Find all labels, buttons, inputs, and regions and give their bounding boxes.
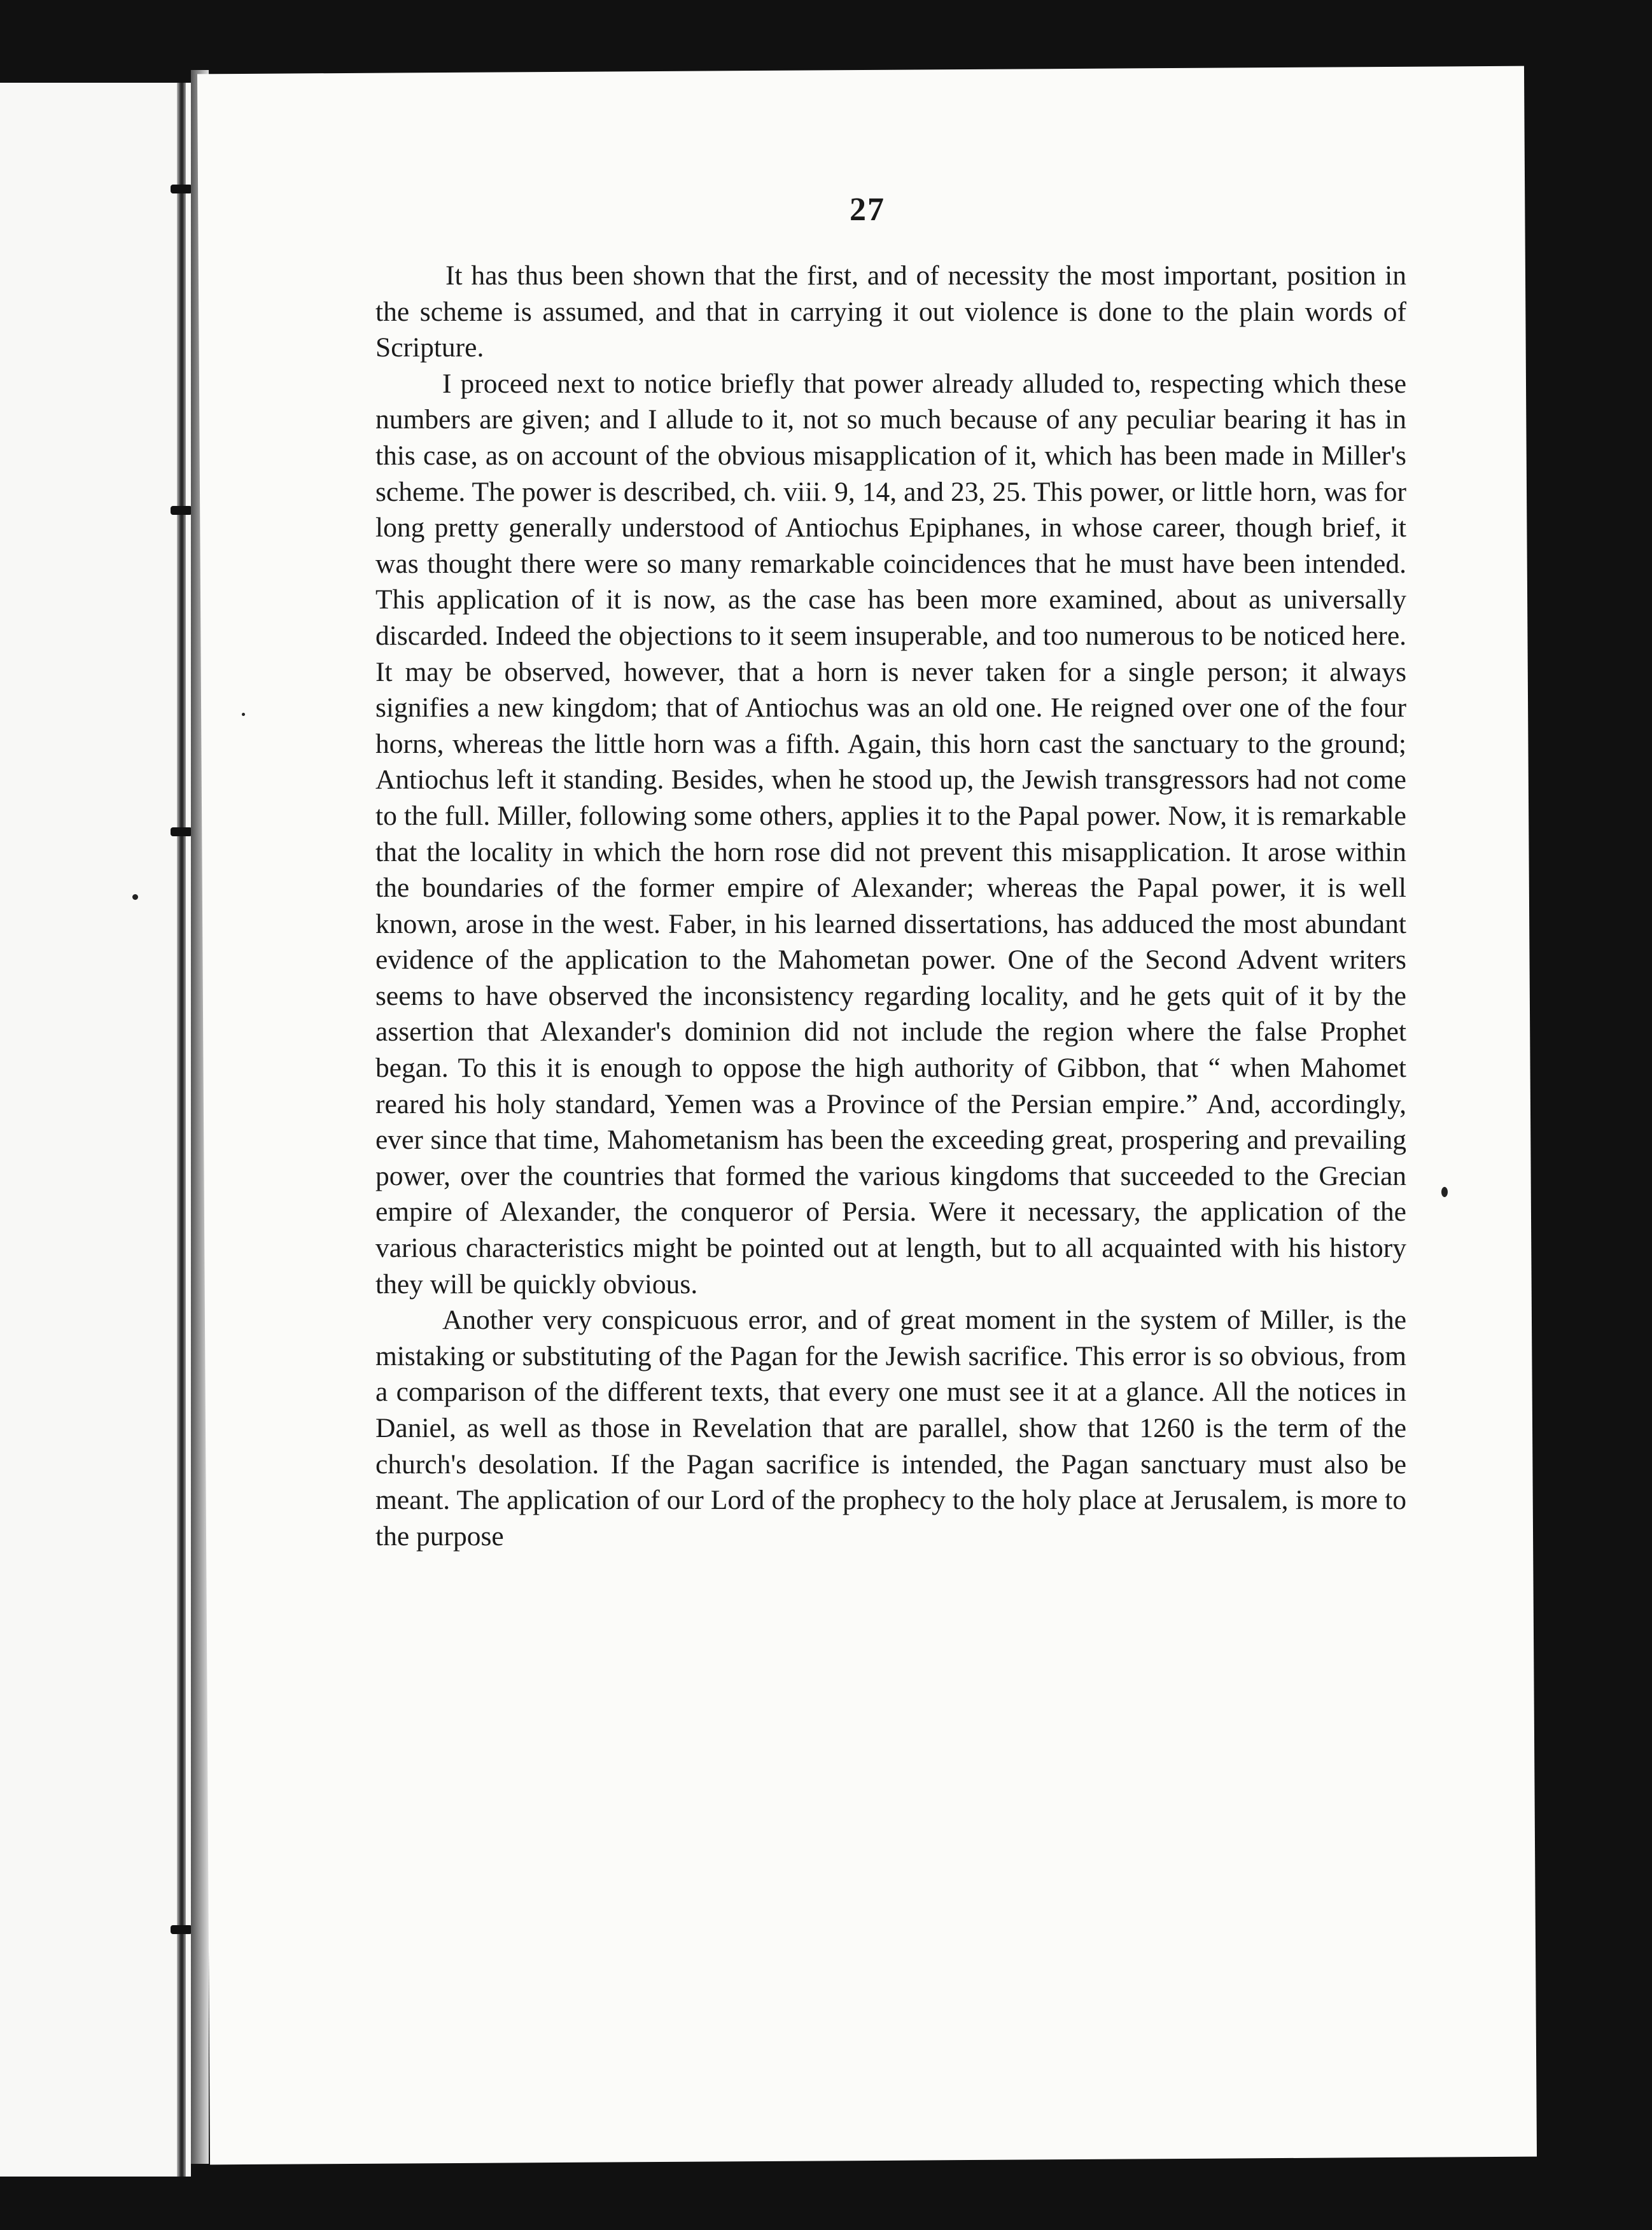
book-spine (177, 83, 186, 2177)
spine-stitch-mark (171, 1925, 192, 1934)
spine-stitch-mark (171, 506, 192, 515)
spine-stitch-mark (171, 185, 192, 193)
paragraph: Another very conspicuous error, and of great moment in the system of Miller, is the mistaking or substituting of the Pagan for the Jewish sacrifice. This error is so obvious, from a comparison of the different texts, that every one must see it at a glance. All the notices in Daniel, as well as those in Revelation that are parallel, show that 1260 is the term of the church's desolation. If the Pagan sacrifice is intended, the Pagan sanctuary must also be meant. The application of our Lord of the prophecy to the holy place at Jerusalem, is more to the purpose (375, 1305, 1406, 1552)
scan-speck (132, 894, 138, 900)
paragraph: It has thus been shown that the first, and of necessity the most important, position in the scheme is assumed, and that in carrying it out violence is done to the plain words of Scripture. (375, 260, 1406, 363)
spine-stitch-mark (171, 827, 192, 836)
paragraph: I proceed next to notice briefly that power already alluded to, respecting which these numbers are given; and I allude to it, not so much because of any peculiar bearing it has in this case, as on account of the obvious misapplication of it, which has been made in Miller's scheme. The power is described, ch. viii. 9, 14, and 23, 25. This power, or little horn, was for long pretty generally understood of Antiochus Epiphanes, in whose career, though brief, it was thought there were so many remarkable coincidences that he must have been intended. This application of it is now, as the case has been more examined, about as universally discarded. Indeed the objections to it seem insuperable, and too numerous to be noticed here. It may be observed, however, that a horn is never taken for a single person; it always signifies a new kingdom; that of Antiochus was an old one. He reigned over one of the four horns, whereas the little horn was a fifth. Again, this horn cast the sanctuary to the ground; Antiochus left it standing. Besides, when he stood up, the Jewish transgressors had not come to the full. Miller, following some others, applies it to the Papal power. Now, it is remarkable that the locality in which the horn rose did not prevent this misapplication. It arose within the boundaries of the former empire of Alexander; whereas the Papal power, it is well known, arose in the west. Faber, in his learned dissertations, has adduced the most abundant evidence of the application to the Mahometan power. One of the Second Advent writers seems to have observed the inconsistency regarding locality, and he gets quit of it by the assertion that Alexander's dominion did not include the region where the false Prophet began. To this it is enough to oppose the high authority of Gibbon, that “ when Mahomet reared his holy standard, Yemen was a Province of the Persian empire.” And, accordingly, ever since that time, Mahometanism has been the exceeding great, prospering and prevailing power, over the countries that formed the various kingdoms that succeeded to the Grecian empire of Alexander, the conqueror of Persia. Were it necessary, the application of the various characteristics might be pointed out at length, but to all acquainted with his history they will be quickly obvious. (375, 368, 1406, 1300)
scan-speck (242, 713, 245, 716)
left-page-edge (0, 83, 191, 2177)
body-text (375, 258, 1406, 1554)
scan-speck (1441, 1187, 1448, 1197)
page-number: 27 (850, 192, 885, 228)
